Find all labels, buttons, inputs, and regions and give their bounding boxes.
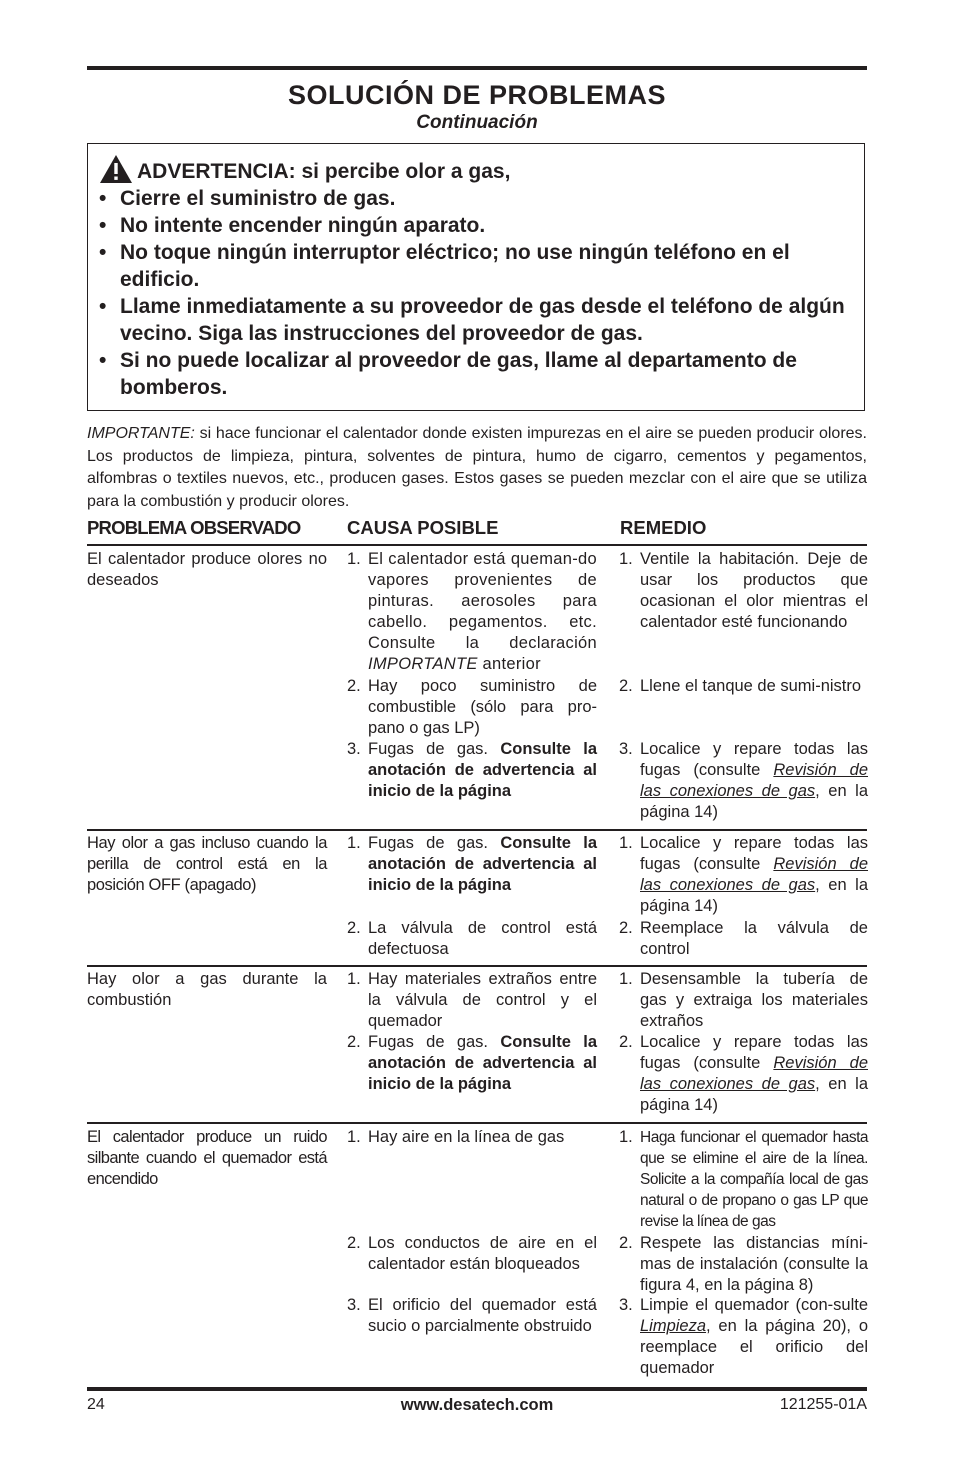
warning-item: • Si no puede localizar al proveedor de gas, llame al departamento de bomberos. bbox=[99, 349, 797, 399]
warning-box bbox=[87, 143, 865, 411]
page-number: 24 bbox=[87, 1396, 105, 1413]
remedy-item: 1. Ventile la habitación. Deje de usar los productos que ocasionan el olor mientras el calentador esté funcionando bbox=[619, 550, 868, 631]
remedy-item: 2. Respete las distancias míni-mas de instalación (consulte la figura 4, en la página 8) bbox=[619, 1234, 868, 1294]
remedy-item: 1. Desensamble la tubería de gas y extraiga los materiales extraños bbox=[619, 970, 868, 1030]
remedy-item: 2. Localice y repare todas las fugas (consulte Revisión de las conexiones de gas, en la página 14) bbox=[619, 1033, 869, 1114]
reference-link: Revisión de las conexiones de gas bbox=[640, 855, 869, 894]
table-divider bbox=[87, 829, 867, 831]
remedy-item: 1. Localice y repare todas las fugas (consulte Revisión de las conexiones de gas, en la página 14) bbox=[619, 834, 869, 915]
document-code: 121255-01A bbox=[779, 1396, 867, 1413]
table-divider bbox=[87, 965, 867, 967]
cause-item: 1. Hay aire en la línea de gas bbox=[347, 1128, 565, 1146]
remedy-item: 2. Reemplace la válvula de control bbox=[619, 919, 868, 958]
warning-item: • No intente encender ningún aparato. bbox=[99, 214, 486, 237]
warning-heading bbox=[99, 158, 854, 185]
table-divider bbox=[87, 544, 867, 546]
cause-item: 3. El orificio del quemador está sucio o parcialmente obstruido bbox=[347, 1296, 597, 1335]
reference-link: Revisión de las conexiones de gas bbox=[640, 1054, 869, 1093]
cause-item: 1. Hay materiales extraños entre la válvula de control y el quemador bbox=[347, 970, 597, 1030]
important-paragraph bbox=[87, 423, 867, 513]
header-cause: CAUSA POSIBLE bbox=[347, 517, 499, 538]
warning-item: • Cierre el suministro de gas. bbox=[99, 187, 396, 210]
reference-link: Limpieza bbox=[640, 1317, 707, 1335]
top-rule bbox=[87, 66, 867, 70]
problem-cell: El calentador produce un ruido silbante cuando el quemador está encendido bbox=[87, 1128, 327, 1188]
cause-item: 1. El calentador está queman-do vapores provenientes de pinturas. aerosoles para cabello. pegamentos. etc. Consulte la declaración IMPORTANTE anterior bbox=[347, 550, 597, 673]
cause-item: 2. La válvula de control está defectuosa bbox=[347, 919, 597, 958]
cause-item: 3. Fugas de gas. Consulte la anotación de advertencia al inicio de la página bbox=[347, 740, 597, 800]
problem-cell: Hay olor a gas durante la combustión bbox=[87, 970, 327, 1009]
problem-cell: Hay olor a gas incluso cuando la perilla de control está en la posición OFF (apagado) bbox=[87, 834, 327, 894]
cause-item: 2. Hay poco suministro de combustible (sólo para pro-pano o gas LP) bbox=[347, 677, 597, 737]
important-label: IMPORTANTE: bbox=[87, 425, 195, 442]
warning-item: • Llame inmediatamente a su proveedor de gas desde el teléfono de algún vecino. Siga las instrucciones del proveedor de gas. bbox=[99, 295, 845, 345]
header-problem: PROBLEMA OBSERVADO bbox=[87, 517, 301, 538]
reference-link: Revisión de las conexiones de gas bbox=[640, 761, 869, 800]
remedy-item: 3. Limpie el quemador (con-sulte Limpieza, en la página 20), o reemplace el orificio del quemador bbox=[619, 1296, 868, 1377]
warning-icon bbox=[99, 154, 133, 184]
important-text: si hace funcionar el calentador donde existen impurezas en el aire se pueden producir olores. Los productos de limpieza, pintura, solventes de pintura, humo de cigarro, cementos y pegamentos, alfombras o textiles nuevos, etc., producen gases. Estos gases se pueden mezclar con el aire que se utiliza para la combustión y producir olores. bbox=[87, 425, 867, 510]
cause-item: 2. Fugas de gas. Consulte la anotación de advertencia al inicio de la página bbox=[347, 1033, 597, 1093]
cause-item: 2. Los conductos de aire en el calentador están bloqueados bbox=[347, 1234, 597, 1273]
warning-heading-text: ADVERTENCIA: si percibe olor a gas, bbox=[137, 160, 511, 183]
problem-cell: El calentador produce olores no deseados bbox=[87, 550, 327, 589]
header-remedy: REMEDIO bbox=[620, 517, 707, 538]
website-link[interactable]: www.desatech.com bbox=[400, 1396, 554, 1414]
warning-item: • No toque ningún interruptor eléctrico; no use ningún teléfono en el edificio. bbox=[99, 241, 790, 291]
table-divider bbox=[87, 1122, 867, 1124]
page-subtitle: Continuación bbox=[416, 112, 538, 133]
remedy-item: 3. Localice y repare todas las fugas (consulte Revisión de las conexiones de gas, en la página 14) bbox=[619, 740, 869, 821]
page-title: SOLUCIÓN DE PROBLEMAS bbox=[287, 80, 667, 110]
remedy-item: 1. Haga funcionar el quemador hasta que se elimine el aire de la línea. Solicite a la compañía local de gas natural o de propano o gas LP que revise la línea de gas bbox=[619, 1128, 868, 1230]
warning-list bbox=[99, 185, 854, 401]
cause-item: 1. Fugas de gas. Consulte la anotación de advertencia al inicio de la página bbox=[347, 834, 597, 894]
remedy-item: 2. Llene el tanque de sumi-nistro bbox=[619, 677, 862, 695]
footer-rule bbox=[87, 1387, 867, 1391]
